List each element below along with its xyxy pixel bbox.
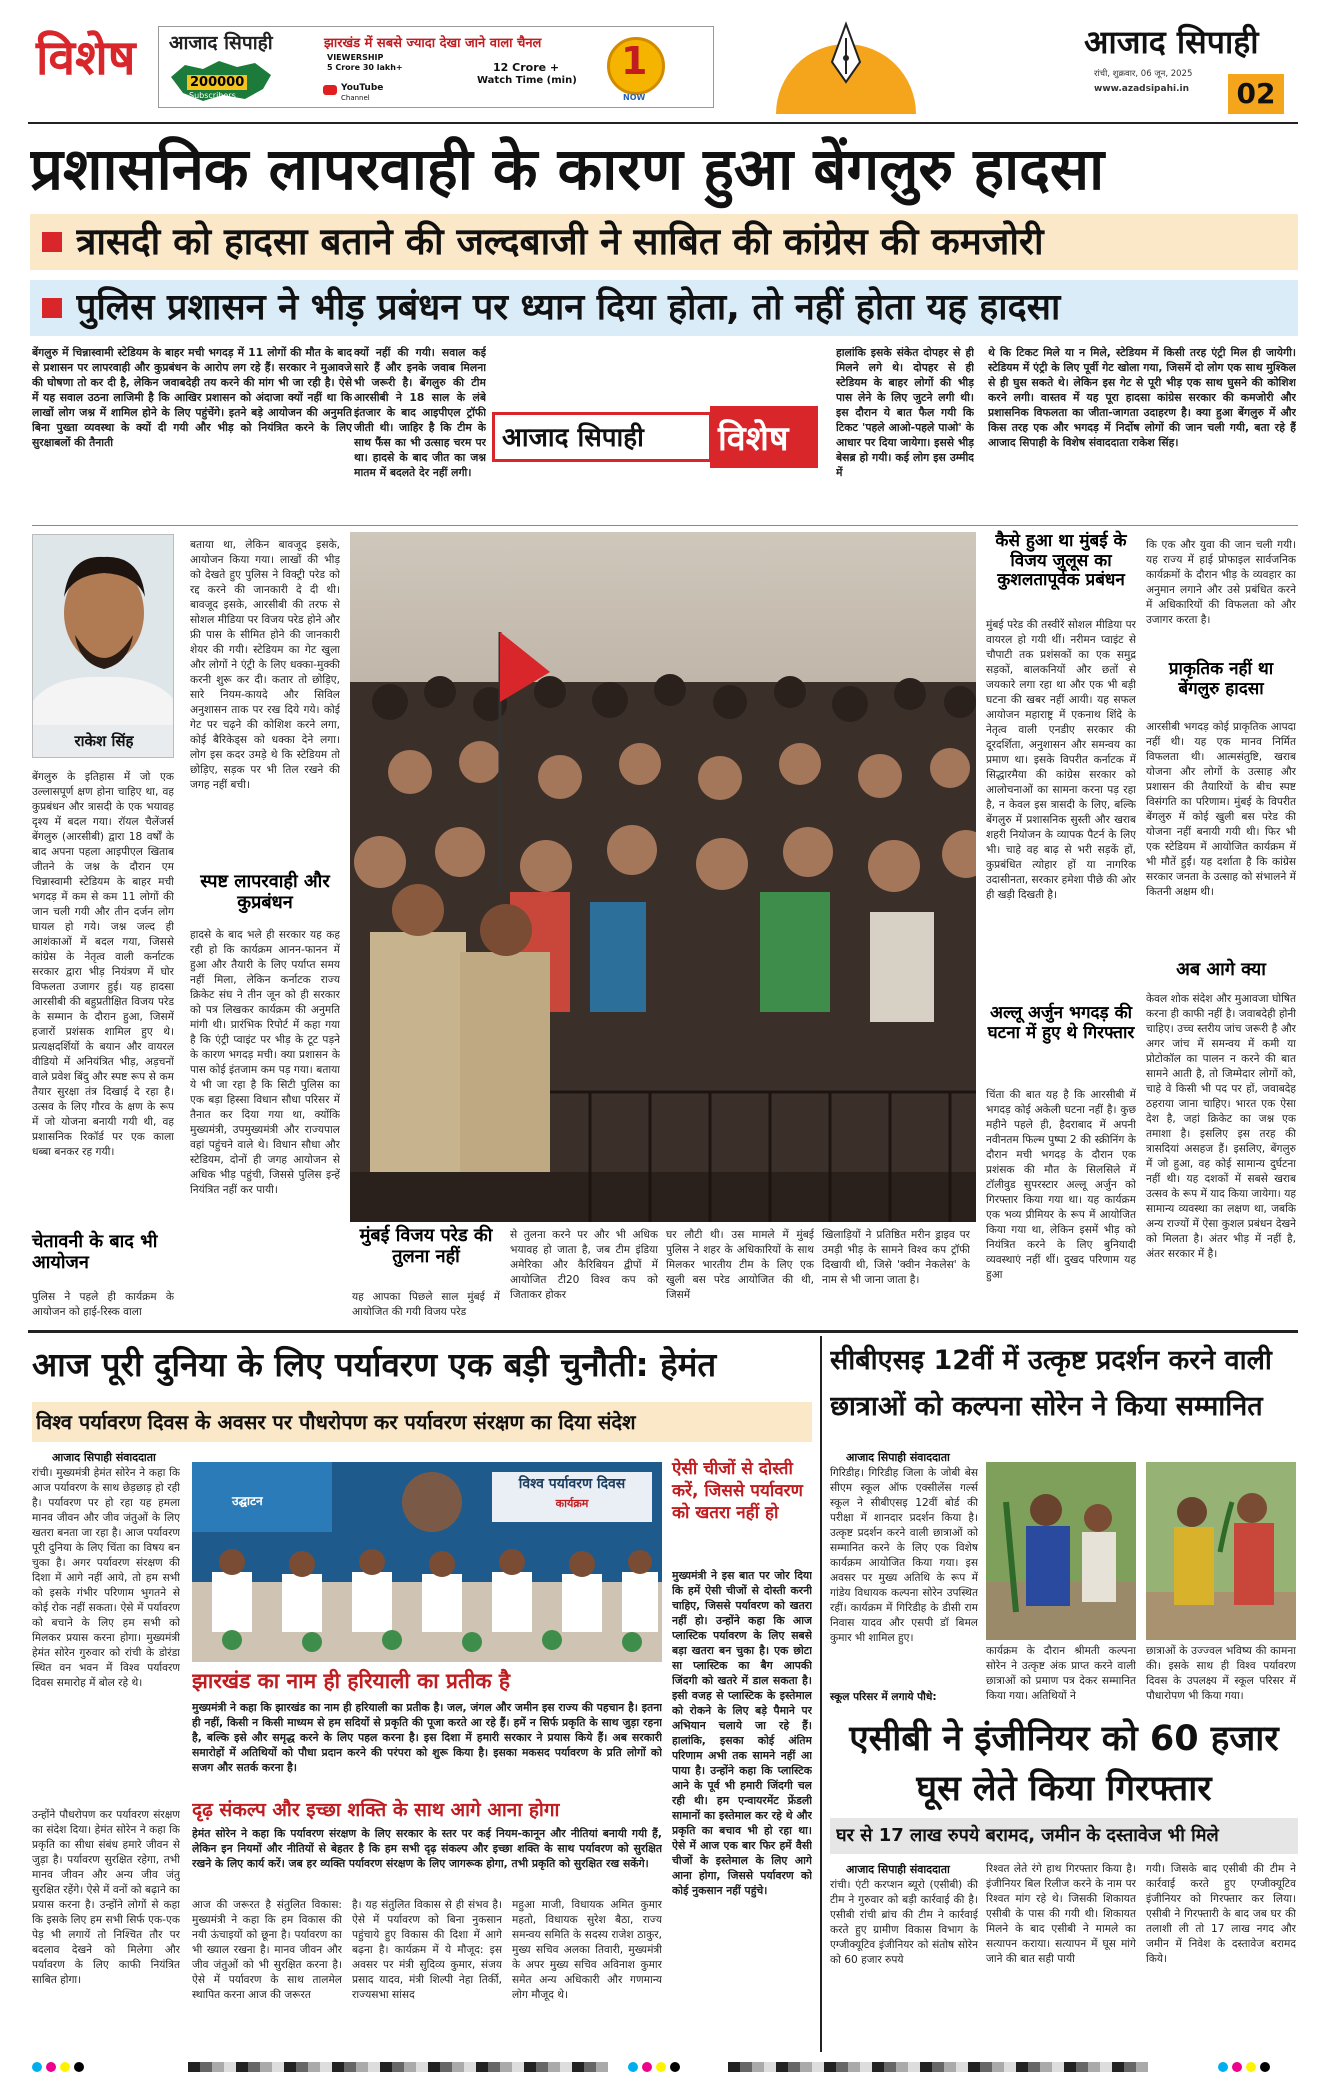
author-photo — [32, 534, 174, 758]
env-subhead-2: दृढ़ संकल्प और इच्छा शक्ति के साथ आगे आना होगा — [192, 1799, 560, 1821]
env-side-text: मुख्यमंत्री ने इस बात पर जोर दिया कि हमें ऐसी चीजों से दोस्ती करनी चाहिए, जिससे पर्यावरण को खतरा नहीं हो। उन्होंने कहा कि आज प्लास्टिक पर्यावरण के लिए सबसे बड़ा खतरा बन चुका है। एक छोटा सा प्लास्टिक का बैग आपकी जिंदगी को खतरे में डाल सकता है। इसी वजह से प्लास्टिक के इस्तेमाल को रोकने के लिए बड़े पैमाने पर अभियान चलाये जा रहे हैं। हालांकि, इसका कोई अंतिम परिणाम अभी तक सामने नहीं आ पाया है। उन्होंने कहा कि प्लास्टिक आने के पूर्व भी हमारी जिंदगी चल रही थी। हम एन्वायरमेंट फ्रेंडली सामानों का इस्तेमाल कर रहे थे और प्रकृति का बचाव भी हो रहा था। ऐसे में आज एक बार फिर हमें वैसी चीजों के इस्तेमाल के लिए आगे आना होगा, जिससे पर्यावरण को कोई नुकसान नहीं पहुंचे। — [672, 1569, 812, 1897]
youtube-label: YouTube — [341, 83, 384, 93]
registration-dots-right — [1218, 2062, 1298, 2072]
acb-col-2: रिश्वत लेते रंगे हाथ गिरफ्तार किया है। इंजीनियर बिल रिलीज करने के नाम पर रिश्वत मांग रहे थे। जिसकी शिकायत एसीबी के पास की गयी थी। शिकायत मिलने के बाद एसीबी ने मामले का सत्यापन कराया। सत्यापन में घूस मांगे जाने की बात सही पायी — [986, 1863, 1136, 1965]
env-deck — [32, 1402, 812, 1442]
acb-deck — [830, 1818, 1298, 1854]
env-subhead-1: झारखंड का नाम ही हरियाली का प्रतीक है — [192, 1669, 510, 1693]
masthead — [28, 18, 1298, 118]
deck-1-text: त्रासदी को हादसा बताने की जल्दबाजी ने साबित की कांग्रेस की कमजोरी — [76, 220, 1044, 263]
env-bottom-col-1: आज की जरूरत है संतुलित विकास: मुख्यमंत्री ने कहा कि हम विकास की नयी ऊंचाइयों को छूना है। पर्यावरण का भी ख्याल रखना है। मानव जीवन और जीव जंतुओं को भी सुरक्षित करना है। ऐसे में पर्यावरण के साथ तालमेल स्थापित करना आज की जरूरत — [192, 1899, 342, 2001]
main-col-1-subhead: चेतावनी के बाद भी आयोजन — [32, 1231, 158, 1273]
watch-time-value: 12 Crore + — [493, 61, 560, 74]
cbse-text: गिरिडीह। गिरिडीह जिला के जोबी बेस सीएम स्कूल ऑफ एक्सीलेंस गर्ल्स स्कूल ने सीबीएसइ 12वीं बोर्ड की परीक्षा में शानदार प्रदर्शन किया है। उत्कृष्ट प्रदर्शन करने वाली छात्राओं को सम्मानित करने के लिए एक विशेष कार्यक्रम आयोजित किया गया। इस अवसर पर मुख्य अतिथि के रूप में गांडेय विधायक कल्पना सोरेन उपस्थित रहीं। कार्यक्रम में गिरिडीह के डीसी राम निवास यादव और एसपी डॉ बिमल कुमार भी शामिल हुए। — [830, 1467, 978, 1644]
gray-scale-bar-left — [188, 2062, 608, 2072]
youtube-icon — [323, 85, 337, 95]
below-photo-col-b: घर लौटी थी। उस मामले में मुंबई पुलिस ने शहर के अधिकारियों के साथ मिलकर भारतीय टीम के लिए एक खुली बस परेड आयोजित की थी, जिसमें — [666, 1229, 814, 1301]
intro-col-1: बेंगलुरु में चिन्नास्वामी स्टेडियम के बाहर मची भगदड़ में 11 लोगों की मौत के बाद से प्रशासन पर लापरवाही और कुप्रबंधन के आरोप लग रहे हैं। सरकार ने मुआवजे की घोषणा तो कर दी है, लेकिन जवाबदेही तय करने की मांग भी जा रही है। ऐसे में यह सवाल उठना लाजिमी है कि आखिर प्रशासन को अंदाजा क्यों नहीं था कि लाखों लोग जश्न में शामिल होने के लिए पहुंचेंगे। इतने बड़े आयोजन की अनुमति बिना पुख्ता व्यवस्था के क्यों दी गयी और भीड़ को नियंत्रित करने के लिए सुरक्षाबलों की तैनाती — [32, 346, 352, 449]
env-headline: आज पूरी दुनिया के लिए पर्यावरण एक बड़ी चुनौती: हेमंत — [32, 1345, 717, 1384]
channel-ad — [158, 26, 714, 108]
far-right-col-2: आरसीबी भगदड़ कोई प्राकृतिक आपदा नहीं थी। यह एक मानव निर्मित विफलता थी। आत्मसंतुष्टि, खराब योजना और लोगों के उत्साह और प्रशासन की तैयारियों के बीच स्पष्ट विसंगति का परिणाम। मुंबई के विपरीत बेंगलुरु में कोई खुली बस परेड की योजना नहीं बनायी गयी थी। फिर भी एक स्टेडियम में आयोजित कार्यक्रम में भी मौतें हुईं। यह दर्शाता है कि कांग्रेस सरकार जनता के उत्साह को संभालने में कितनी अक्षम थी। — [1146, 721, 1296, 898]
viewership-label: VIEWERSHIP — [327, 53, 384, 62]
far-right-col-1: कि एक और युवा की जान चली गयी। यह राज्य में हाई प्रोफाइल सार्वजनिक कार्यक्रमों के दौरान भीड़ के व्यवहार का अनुमान लगाने और उसे प्रबंधित करने में अधिकारियों की विफलता को और उजागर करता है। — [1146, 539, 1296, 626]
subscribers-label: Subscribers — [189, 91, 236, 100]
logo-left-text: आजाद सिपाही — [502, 423, 644, 453]
env-deck-text: विश्व पर्यावरण दिवस के अवसर पर पौधरोपण कर पर्यावरण संरक्षण का दिया संदेश — [36, 1410, 636, 1434]
cbse-caption-a: कार्यक्रम के दौरान श्रीमती कल्पना सोरेन ने उत्कृष्ट अंक प्राप्त करने वाली छात्राओं को प्रमाण पत्र देकर सम्मानित किया गया। अतिथियों ने — [986, 1645, 1136, 1702]
acb-deck-text: घर से 17 लाख रुपये बरामद, जमीन के दस्तावेज भी मिले — [836, 1825, 1219, 1846]
far-right-subhead-2: अब आगे क्या — [1176, 959, 1266, 980]
azad-sipahi-vishesh-logo — [492, 406, 818, 468]
env-banner-caption: विश्व पर्यावरण दिवस — [518, 1476, 626, 1492]
page-number: 02 — [1228, 74, 1284, 114]
intro-col-2b — [354, 478, 818, 522]
viewership-value: 5 Crore 30 lakh+ — [327, 63, 403, 72]
cbse-byline: आजाद सिपाही संवाददाता — [846, 1451, 950, 1464]
rank-number: 1 — [621, 39, 648, 83]
channel-ad-name: आजाद सिपाही — [169, 32, 273, 54]
deck-1 — [30, 214, 1298, 270]
footer-strip — [28, 2058, 1298, 2076]
deck-1-bullet-icon — [42, 232, 62, 252]
photo-subhead-text: यह आपका पिछले साल मुंबई में आयोजित की गयी विजय परेड — [352, 1291, 500, 1318]
channel-ad-tagline: झारखंड में सबसे ज्यादा देखा जाने वाला चैनल — [324, 36, 542, 51]
registration-dots-left — [32, 2062, 112, 2072]
right-subhead-1: कैसे हुआ था मुंबई के विजय जुलूस का कुशलतापूर्वक प्रबंधन — [995, 531, 1127, 591]
deck-2-text: पुलिस प्रशासन ने भीड़ प्रबंधन पर ध्यान दिया होता, तो नहीं होता यह हादसा — [76, 287, 1061, 328]
far-right-col-3: केवल शोक संदेश और मुआवजा घोषित करना ही काफी नहीं है। जवाबदेही होनी चाहिए। उच्च स्तरीय जांच जरूरी है और अगर जांच में समन्वय में कमी या प्रोटोकॉल का पालन न करने की बात सामने आती है, तो जिम्मेदार लोगों को, चाहे वे किसी भी पद पर हों, जवाबदेह ठहराया जाना चाहिए। भारत एक ऐसा देश है, जहां क्रिकेट का जश्न एक तमाशा है। इसलिए इस तरह की त्रासदियां असहज हैं। इसलिए, बेंगलुरु में जो हुआ, वह कोई सामान्य दुर्घटना नहीं थी। यह दशकों में सबसे खराब उत्सव के रूप में याद किया जायेगा। यह सामान्य व्यवस्था का लक्षण था, जबकि अन्य राज्यों में ऐसा कुशल प्रबंधन देखने को मिलता है। अंतर भीड़ में नहीं है, अंतर सरकार में है। — [1146, 993, 1296, 1260]
photo-subhead: मुंबई विजय परेड की तुलना नहीं — [359, 1225, 493, 1267]
far-right-subhead-1: प्राकृतिक नहीं था बेंगलुरु हादसा — [1168, 659, 1274, 699]
watch-time-label: Watch Time (min) — [477, 75, 577, 86]
env-side-headline: ऐसी चीजों से दोस्ती करें, जिससे पर्यावरण को खतरा नहीं हो — [672, 1459, 803, 1523]
env-subhead-1-text: मुख्यमंत्री ने कहा कि झारखंड का नाम ही हरियाली का प्रतीक है। जल, जंगल और जमीन इस राज्य की पहचान है। इतना ही नहीं, किसी न किसी माध्यम से हम सदियों से प्रकृति की पूजा करते आ रहे हैं। हमें न सिर्फ प्रकृति के साथ जुड़ा रहना है, बल्कि इसे और समृद्ध करने के लिए पहल करना है। इस दिशा में हमारी सरकार ने प्रयास किये हैं। अब सरकारी समारोहों में अतिथियों को पौधा प्रदान करने की परंपरा को शुरू किया है। इसका मकसद पर्यावरण के प्रति लोगों को सजग और सतर्क करना है। — [192, 1701, 662, 1774]
website: www.azadsipahi.in — [1094, 84, 1189, 94]
author-caption: राकेश सिंह — [74, 732, 134, 750]
stampede-crowd-photo — [350, 532, 976, 1222]
rank-label: NOW — [623, 93, 646, 102]
cbse-text-tail: स्कूल परिसर में लगाये पौधे: — [830, 1691, 937, 1703]
intro-col-4: थे कि टिकट मिले या न मिले, स्टेडियम में किसी तरह एंट्री मिल ही जायेगी। स्टेडियम में एंट्री के लिए पूर्वी गेट खोला गया, जिसमें दो लोग एक साथ मुश्किल से ही घुस सकते थे। लेकिन इस गेट से पूरी भीड़ एक साथ घुसने की कोशिश करने लगी। वास्तव में यह पूरा हादसा कांग्रेस सरकार की कमजोरी और प्रशासनिक विफलता का जीता-जागता उदाहरण है। क्या हुआ बेंगलुरु में और किस तरह एक और भगदड़ में निर्दोष लोगों की जान चली गयी, बता रहे हैं आजाद सिपाही के विशेष संवाददाता राकेश सिंह। — [988, 346, 1296, 449]
section-label: विशेष — [36, 30, 136, 86]
cbse-caption-b: छात्राओं के उज्ज्वल भविष्य की कामना की। इसके साथ ही विश्व पर्यावरण दिवस के उपलक्ष्य में स्कूल परिसर में पौधारोपण भी किया गया। — [1146, 1645, 1296, 1702]
acb-byline: आजाद सिपाही संवाददाता — [846, 1863, 950, 1876]
deck-2 — [30, 280, 1298, 336]
paper-name: आजाद सिपाही — [1084, 23, 1259, 61]
main-col-1b: पुलिस ने पहले ही कार्यक्रम के आयोजन को हाई-रिस्क वाला — [32, 1291, 174, 1318]
intro-col-3: हालांकि इसके संकेत दोपहर से ही मिलने लगे थे। दोपहर से ही स्टेडियम के बाहर लोगों की भीड़ पास लेने के लिए जुटने लगी थी। इस दौरान ये बात फैल गयी कि टिकट 'पहले आओ-पहले पाओ' के आधार पर दिया जायेगा। इससे भीड़ बेसब्र हो गयी। कई लोग इस उम्मीद में — [836, 346, 974, 479]
env-banner-small: उद्घाटन — [232, 1494, 263, 1508]
right-col-1: मुंबई परेड की तस्वीरें सोशल मीडिया पर वायरल हो गयी थीं। नरीमन प्वाइंट से चौपाटी तक प्रशंसकों का एक समुद्र सड़कों, बालकनियों और छतों से जयकारे लगा रहा था और एक भी बड़ी घटना की खबर नहीं आयी। यह सफल आयोजन महाराष्ट्र में एकनाथ शिंदे के नेतृत्व वाली एनडीए सरकार की दूरदर्शिता, अनुशासन और समन्वय का प्रमाण था। इसके विपरीत कर्नाटक में सिद्धारमैया की कांग्रेस सरकार को आलोचनाओं का सामना करना पड़ रहा है, न केवल इस त्रासदी के लिए, बल्कि बेंगलुरु में प्रशासनिक सुस्ती और खराब शहरी नियोजन के व्यापक पैटर्न के लिए भी। चाहे वह बाढ़ से भरी सड़कें हों, कुप्रबंधित त्योहार हों या नागरिक उदासीनता, सरकार हमेशा पीछे की ओर ही खड़ी दिखती है। — [986, 619, 1136, 901]
gray-scale-bar-right — [728, 2062, 1148, 2072]
deck-2-bullet-icon — [42, 298, 62, 318]
main-col-1: बेंगलुरु के इतिहास में जो एक उल्लासपूर्ण क्षण होना चाहिए था, वह कुप्रबंधन और त्रासदी के एक भयावह दृश्य में बदल गया। रॉयल चैलेंजर्स बेंगलुरु (आरसीबी) द्वारा 18 वर्षों के बाद अपना पहला आइपीएल खिताब जीतने के जश्न के दौरान एम चिन्नास्वामी स्टेडियम के बाहर मची भगदड़ में कम से कम 11 लोगों की जान चली गयी और तीन दर्जन लोग घायल हो गये। जश्न जल्द ही आशंकाओं में बदल गया, जिससे कांग्रेस के नेतृत्व वाली कर्नाटक सरकार द्वारा भीड़ नियंत्रण में घोर विफलता उजागर हुई। यह हादसा आरसीबी की बहुप्रतीक्षित विजय परेड के सम्मान के दौरान हुआ, जिसमें हजारों प्रशंसक शामिल हुए थे। प्रत्यक्षदर्शियों के बयान और वायरल वीडियो में अनियंत्रित भीड़, अड़चनों वाले प्रवेश बिंदु और स्पष्ट रूप से कम तैयार सुरक्षा तंत्र दिखाई दे रहा है। उत्सव के लिए गौरव के क्षण के रूप में जो योजना बनायी गयी थी, वह प्रशासनिक रिकॉर्ड पर एक काला धब्बा बनकर रह गयी। — [32, 771, 174, 1158]
env-banner-sub: कार्यक्रम — [555, 1497, 589, 1510]
acb-col-1: रांची। एंटी करप्शन ब्यूरो (एसीबी) की टीम ने गुरुवार को बड़ी कार्रवाई की है। एसीबी रांची ब्रांच की टीम ने कार्रवाई करते हुए ग्रामीण विकास विभाग के एग्जीक्यूटिव इंजीनियर को संतोष सोरेन को 60 हजार रुपये — [830, 1879, 978, 1966]
intro-col-2: क्यों नहीं की गयी। सवाल कई सारे हैं और इनके जवाब मिलना भी जरूरी है। बेंगलुरु की टीम आरसीबी ने 18 साल के लंबे इंतजार के बाद आइपीएल ट्रॉफी जीती थी। जाहिर है कि टीम के साथ फैंस का भी उत्साह चरम पर था। हादसे के बाद जीत का जश्न मातम में बदलते देर नहीं लगी। — [354, 346, 486, 479]
registration-dots-center — [628, 2062, 708, 2072]
cbse-headline: सीबीएसइ 12वीं में उत्कृष्ट प्रदर्शन करने वाली छात्राओं को कल्पना सोरेन ने किया सम्मानित — [830, 1345, 1272, 1422]
below-photo-col-c: खिलाड़ियों ने प्रतिष्ठित मरीन ड्राइव पर उमड़ी भीड़ के सामने विश्व कप ट्रॉफी दिखायी थी, जिसे 'क्वीन नेकलेस' के नाम से भी जाना जाता है। — [822, 1229, 970, 1286]
main-headline: प्रशासनिक लापरवाही के कारण हुआ बेंगलुरु हादसा — [30, 135, 1105, 203]
cbse-photo-1 — [986, 1462, 1136, 1640]
logo-right-text: विशेष — [718, 419, 789, 459]
pen-nib-logo — [776, 18, 916, 114]
masthead-rule — [28, 122, 1298, 124]
dateline: रांची, शुक्रवार, 06 जून, 2025 — [1094, 69, 1193, 79]
vertical-divider — [820, 1336, 822, 2052]
youtube-sublabel: Channel — [341, 94, 370, 102]
env-subhead-2-text: हेमंत सोरेन ने कहा कि पर्यावरण संरक्षण के लिए सरकार के स्तर पर कई नियम-कानून और नीतियां बनायी गयी हैं, लेकिन इन नियमों और नीतियों से बेहतर है कि हम सभी दृढ़ संकल्प और इच्छा शक्ति के साथ पर्यावरण को सुरक्षित रखने के लिए कार्य करें। जब हर व्यक्ति पर्यावरण संरक्षण के लिए जागरूक होगा, तभी प्रकृति को सुरक्षित रख सकेंगे। — [192, 1827, 662, 1870]
main-col-2: बताया था, लेकिन बावजूद इसके, आयोजन किया गया। लाखों की भीड़ को देखते हुए पुलिस ने विक्ट्री परेड को रद्द करने की जानकारी दे दी थी। बावजूद इसके, आरसीबी की तरफ से सोशल मीडिया पर विजय परेड होने और फ्री पास के सीमित होने की जानकारी शेयर की गयी। स्टेडियम का गेट खुला और लोगों ने एंट्री के लिए धक्का-मुक्की करनी शुरू कर दी। कतार तो छोड़िए, सारे नियम-कायदे और सिविल अनुशासन ताक पर रख दिये गये। कोई गेट पर चढ़ने की कोशिश करने लगा, कोई बैरिकेड्स को धक्का देने लगा। लोग इस कदर उमड़े थे कि स्टेडियम तो छोड़िए, सड़क पर भी तिल रखने की जगह नहीं बची। — [190, 539, 340, 791]
acb-col-3: गयी। जिसके बाद एसीबी की टीम ने कार्रवाई करते हुए एग्जीक्यूटिव इंजीनियर को गिरफ्तार कर लिया। एसीबी ने गिरफ्तारी के बाद जब घर की तलाशी ली तो 17 लाख नगद और जमीन में निवेश के दस्तावेज बरामद किये। — [1146, 1863, 1296, 1965]
cbse-photo-2 — [1146, 1462, 1296, 1640]
env-bottom-col-2: है। यह संतुलित विकास से ही संभव है। ऐसे में पर्यावरण को बिना नुकसान पहुंचाये हुए विकास की दिशा में आगे बढ़ना है। कार्यक्रम में ये मौजूद: इस अवसर पर मंत्री सुदिव्य कुमार, संजय प्रसाद यादव, मंत्री शिल्पी नेहा तिर्की, राज्यसभा सांसद — [352, 1899, 502, 2001]
mid-rule — [28, 1330, 1298, 1333]
acb-headline: एसीबी ने इंजीनियर को 60 हजार घूस लेते किया गिरफ्तार — [849, 1719, 1279, 1809]
env-bottom-col-3: महुआ माजी, विधायक अमित कुमार महतो, विधायक सुरेश बैठा, राज्य समन्वय समिति के सदस्य राजेश ठाकुर, मुख्य सचिव अलका तिवारी, मुख्यमंत्री के अपर मुख्य सचिव अविनाश कुमार समेत अन्य अधिकारी और गणमान्य लोग मौजूद थे। — [512, 1899, 662, 2001]
main-col-2b: हादसे के बाद भले ही सरकार यह कह रही हो कि कार्यक्रम आनन-फानन में हुआ और तैयारी के लिए पर्याप्त समय नहीं मिला, लेकिन कर्नाटक राज्य क्रिकेट संघ ने तीन जून को ही सरकार को पत्र लिखकर कार्यक्रम की अनुमति मांगी थी। प्रारंभिक रिपोर्ट में कहा गया है कि एंट्री प्वाइंट पर भीड़ के टूट पड़ने के कारण भगदड़ मची। क्या प्रशासन के पास कोई इंतजाम कम पड़ गया। बताया ये भी जा रहा है कि सिटी पुलिस का एक बड़ा हिस्सा विधान सौधा परिसर में तैनात कर दिया गया था, क्योंकि मुख्यमंत्री, उपमुख्यमंत्री और राज्यपाल वहां पहुंचने वाले थे। विधान सौधा और स्टेडियम, दोनों ही जगह आयोजन से अधिक भीड़ पहुंची, जिससे पुलिस इन्हें नियंत्रित नहीं कर पायी। — [190, 929, 340, 1196]
env-col-1: रांची। मुख्यमंत्री हेमंत सोरेन ने कहा कि आज पर्यावरण के साथ छेड़छाड़ हो रही है। पर्यावरण पर हो रहा यह हमला मानव जीवन और जीव जंतुओं के लिए खतरा बनता जा रहा है। आज पर्यावरण पूरी दुनिया के लिए चिंता का विषय बन चुका है। अगर पर्यावरण संरक्षण की दिशा में आगे नहीं आये, तो हम सभी को इसके गंभीर परिणाम भुगतने से कोई रोक नहीं सकता। ऐसे में पर्यावरण को बचाने के लिए हम सभी को मिलकर प्रयास करना होगा। मुख्यमंत्री हेमंत सोरेन गुरुवार को रांची के डोरंडा स्थित वन भवन में विश्व पर्यावरण दिवस समारोह में बोल रहे थे। — [32, 1467, 180, 1689]
main-col-2-subhead: स्पष्ट लापरवाही और कुप्रबंधन — [200, 871, 330, 913]
below-photo-col-a: से तुलना करने पर और भी अधिक भयावह हो जाता है, जब टीम इंडिया अमेरिका और कैरिबियन द्वीपों में आयोजित टी20 विश्व कप को जिताकर होकर — [510, 1229, 658, 1301]
subscribers-count: 200000 — [187, 75, 247, 90]
intro-rule — [32, 525, 1298, 526]
right-subhead-2: अल्लू अर्जुन भगदड़ की घटना में हुए थे गिरफ्तार — [987, 1003, 1135, 1043]
env-col-1b: उन्होंने पौधरोपण कर पर्यावरण संरक्षण का संदेश दिया। हेमंत सोरेन ने कहा कि प्रकृति का सीधा संबंध हमारे जीवन से जुड़ा है। पर्यावरण सुरक्षित रहेगा, तभी मानव जीवन और अन्य जीव जंतु सुरक्षित रहेंगे। ऐसे में वनों को बढ़ाने का प्रयास करना है। उन्होंने लोगों से कहा कि इसके लिए हम सभी सिर्फ एक-एक पेड़ भी लगायें तो निश्चित तौर पर बदलाव देखने को मिलेगा और पर्यावरण के लिए काफी नियंत्रित साबित होगा। — [32, 1809, 180, 1986]
env-byline: आजाद सिपाही संवाददाता — [52, 1451, 156, 1464]
env-event-photo — [192, 1462, 662, 1662]
right-col-2: चिंता की बात यह है कि आरसीबी में भगदड़ कोई अकेली घटना नहीं है। कुछ महीने पहले ही, हैदराबाद में अपनी नवीनतम फिल्म पुष्पा 2 की स्क्रीनिंग के दौरान मची भगदड़ के दौरान एक प्रशंसक की मौत के सिलसिले में टॉलीवुड सुपरस्टार अल्लू अर्जुन को गिरफ्तार किया गया था। यह कार्यक्रम एक भव्य प्रीमियर के रूप में आयोजित किया गया था, लेकिन इसमें भीड़ को नियंत्रित करने के लिए बुनियादी व्यवस्थाएं नहीं थीं। दुखद परिणाम यह हुआ — [986, 1089, 1136, 1281]
